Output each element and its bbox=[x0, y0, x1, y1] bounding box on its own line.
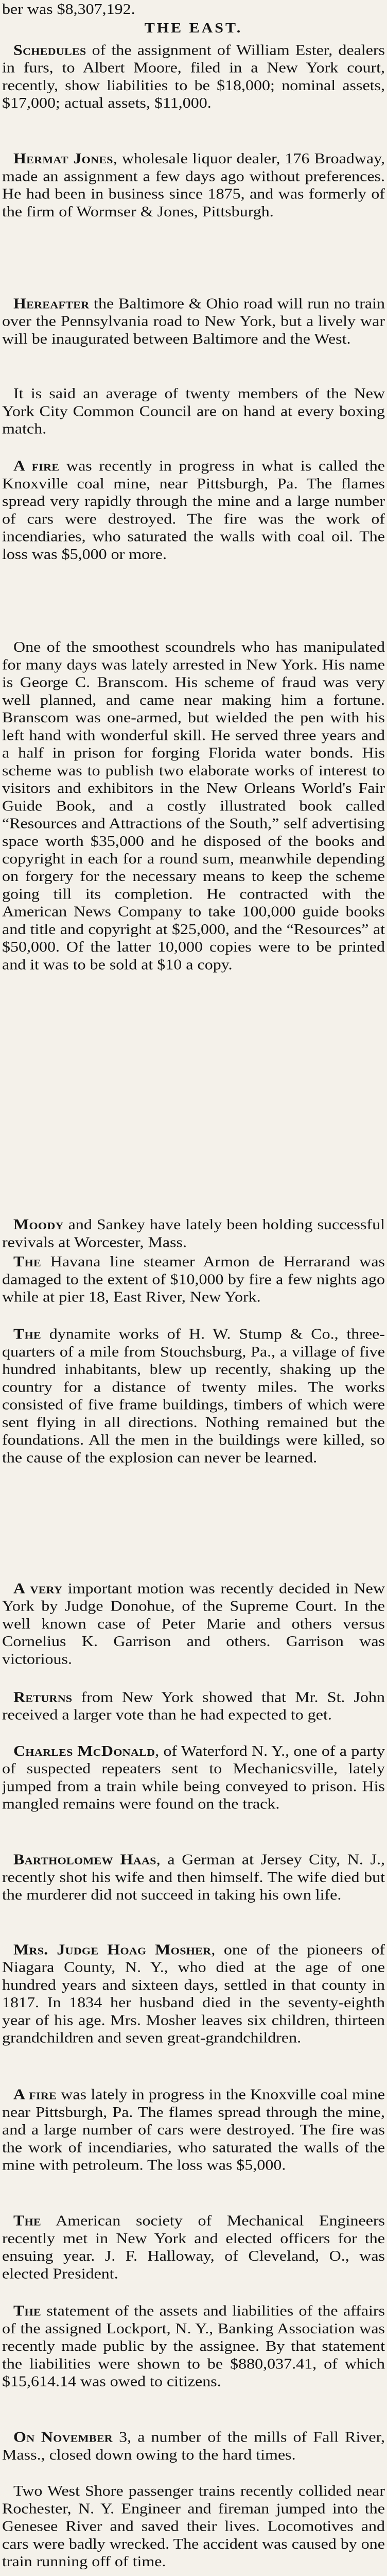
lead-word: A fire bbox=[13, 2086, 57, 2103]
lead-word: The bbox=[13, 1325, 42, 1342]
lead-word: Mrs. Judge Hoag Mosher bbox=[13, 1941, 212, 1958]
body-text: , of Waterford N. Y., one of a party of suspected repeaters sent to Mechanicsville, lately jumped from a train while being conveyed to prison. His mangled remains were found on the track. bbox=[2, 1742, 385, 1812]
top-fragment bbox=[2, 0, 385, 18]
lead-word: Schedules bbox=[13, 41, 86, 58]
lead-word: The bbox=[13, 2302, 42, 2319]
news-item-text bbox=[2, 41, 385, 111]
news-item-text bbox=[2, 384, 385, 437]
news-item-east-5 bbox=[2, 457, 385, 637]
lead-word: On November bbox=[13, 2428, 113, 2445]
news-item-text bbox=[2, 1742, 385, 1812]
news-item-text bbox=[2, 294, 385, 347]
body-text: the Baltimore & Ohio road will run no train over the Pennsylvania road to New York, but a lively war will be inaugurated between Baltimore and the West. bbox=[2, 295, 385, 347]
body-text: , wholesale liquor dealer, 176 Broadway, made an assignment a few days ago without preferences. He had been in business since 1875, and was formerly of the firm of Wormser & Jones, Pittsburgh. bbox=[2, 150, 385, 220]
lead-word: Moody bbox=[13, 1215, 64, 1233]
body-text: important motion was recently decided in New York by Judge Donohue, of the Supreme Court. In the well known case of Peter Marie and others versus Cornelius K. Garrison and others. Garrison was victorious. bbox=[2, 1580, 385, 1667]
news-column bbox=[2, 0, 385, 2576]
news-item-text bbox=[2, 2482, 385, 2570]
body-text: Havana line steamer Armon de Herrarand was damaged to the extent of $10,000 by fire a few nights ago while at pier 18, East River, New York. bbox=[2, 1252, 385, 1305]
lead-word: A very bbox=[13, 1580, 63, 1597]
news-item-text bbox=[2, 2086, 385, 2174]
news-item-text bbox=[2, 149, 385, 220]
lead-word: Hereafter bbox=[13, 295, 90, 312]
news-item-east-19 bbox=[2, 2482, 385, 2576]
news-item-east-9 bbox=[2, 1325, 385, 1579]
news-item-east-13 bbox=[2, 1851, 385, 1940]
body-text: Two West Shore passenger trains recently collided near Rochester, N. Y. Engineer and fireman jumped into the Genesee River and saved their lives. Locomotives and cars were badly wrecked. The accident was caused by one train running off of time. bbox=[2, 2482, 385, 2570]
news-item-east-8 bbox=[2, 1252, 385, 1324]
news-item-east-2 bbox=[2, 149, 385, 293]
lead-word: Charles McDonald bbox=[13, 1742, 155, 1759]
news-item-east-11 bbox=[2, 1688, 385, 1741]
section-heading: THE EAST. bbox=[144, 20, 243, 36]
news-item-east-10 bbox=[2, 1579, 385, 1687]
lead-word: Returns bbox=[13, 1688, 73, 1705]
news-item-east-12 bbox=[2, 1742, 385, 1850]
body-text: from New York showed that Mr. St. John received a larger vote than he had expected to get. bbox=[2, 1688, 385, 1723]
body-text: 3, a number of the mills of Fall River, Mass., closed down owing to the hard times. bbox=[2, 2428, 385, 2463]
news-item-east-3 bbox=[2, 294, 385, 383]
news-item-text bbox=[2, 1688, 385, 1723]
news-item-text bbox=[2, 1579, 385, 1667]
news-item-east-18 bbox=[2, 2428, 385, 2481]
news-item-text bbox=[2, 638, 385, 973]
news-item-east-4 bbox=[2, 384, 385, 456]
news-item-text bbox=[2, 1940, 385, 2046]
body-text: and Sankey have lately been holding successful revivals at Worcester, Mass. bbox=[2, 1215, 385, 1250]
news-item-east-7 bbox=[2, 1215, 385, 1251]
lead-word: The bbox=[13, 1252, 42, 1270]
news-item-east-16 bbox=[2, 2212, 385, 2301]
body-text: American society of Mechanical Engineers recently met in New York and elected officers for the ensuing year. J. F. Halloway, of Cleveland, O., was elected President. bbox=[2, 2212, 385, 2282]
lead-word: Bartholomew Haas bbox=[13, 1851, 156, 1868]
lead-word: The bbox=[13, 2212, 42, 2229]
news-item-text bbox=[2, 457, 385, 563]
news-item-east-1 bbox=[2, 41, 385, 148]
news-item-text bbox=[2, 1252, 385, 1306]
news-item-text bbox=[2, 1325, 385, 1466]
body-text: of the assignment of William Ester, dealers in furs, to Albert Moore, filed in a New York court, recently, show liabilities to be $18,000; nominal assets, $17,000; actual assets, $11,000. bbox=[2, 41, 385, 111]
news-item-east-14 bbox=[2, 1940, 385, 2084]
body-text: was recently in progress in what is called the Knoxville coal mine, near Pittsburgh, Pa. The flames spread very rapidly through the mine and a large number of cars were destroyed. The fire was the work of incendiaries, who saturated the walls with coal oil. The loss was $5,000 or more. bbox=[2, 457, 385, 563]
news-item-text bbox=[2, 1851, 385, 1904]
body-text: It is said an average of twenty members of the New York City Common Council are on hand at every boxing match. bbox=[2, 384, 385, 437]
news-item-text bbox=[2, 2302, 385, 2390]
news-item-text bbox=[2, 2212, 385, 2282]
news-item-text bbox=[2, 2428, 385, 2463]
body-text: was lately in progress in the Knoxville coal mine near Pittsburgh, Pa. The flames spread through the mine, and a large number of cars were destroyed. The fire was the work of incendiaries, who saturated the walls of the mine with petroleum. The loss was $5,000. bbox=[2, 2086, 385, 2173]
body-text: One of the smoothest scoundrels who has manipulated for many days was lately arrested in New York. His name is George C. Branscom. His scheme of fraud was very well planned, and came near making him a fortune. Branscom was one-armed, but wielded the pen with his left hand with wonderful skill. He served three years and a half in prison for forging Florida water bonds. His scheme was to publish two elaborate works of interest to visitors and exhibitors in the New Orleans World's Fair Guide Book, and a costly illustrated book called “Resources and Attractions of the South,” self advertising space worth $35,000 and he disposed of the books and copyright in each for a round sum, meanwhile depending on forgery for the necessary means to keep the scheme going till its completion. He contracted with the American News Company to take 100,000 guide books and title and copyright at $25,000, and the “Resources” at $50,000. Of the latter 10,000 copies were to be printed and it was to be sold at $10 a copy. bbox=[2, 638, 385, 973]
news-item-east-17 bbox=[2, 2302, 385, 2427]
body-text: , a German at Jersey City, N. J., recently shot his wife and then himself. The wife died but the murderer did not succeed in taking his own life. bbox=[2, 1851, 385, 1903]
body-text: statement of the assets and liabilities of the affairs of the assigned Lockport, N. Y., Banking Association was recently made public by the assignee. By that statement the liabilities were shown to be $880,037.41, of which $15,614.14 was owed to citizens. bbox=[2, 2302, 385, 2389]
news-item-text bbox=[2, 1215, 385, 1250]
section-heading-east bbox=[2, 20, 385, 39]
body-text: dynamite works of H. W. Stump & Co., three-quarters of a mile from Stouchsburg, Pa., a village of five hundred inhabitants, blew up recently, shaking up the country for a distance of twenty miles. The works consisted of five frame buildings, timbers of which were sent flying in all directions. Nothing remained but the foundations. All the men in the buildings were killed, so the cause of the explosion can never be learned. bbox=[2, 1325, 385, 1466]
news-item-east-15 bbox=[2, 2086, 385, 2211]
body-text: , one of the pioneers of Niagara County, N. Y., who died at the age of one hundred years and sixteen days, settled in that county in 1817. In 1834 her husband died in the seventy-eighth year of his age. Mrs. Mosher leaves six children, thirteen grandchildren and seven great-grandchildren. bbox=[2, 1941, 385, 2046]
top-fragment-text: ber was $8,307,192. bbox=[2, 0, 135, 18]
lead-word: Hermat Jones bbox=[13, 150, 113, 167]
lead-word: A fire bbox=[13, 457, 60, 474]
news-item-east-6 bbox=[2, 638, 385, 1214]
